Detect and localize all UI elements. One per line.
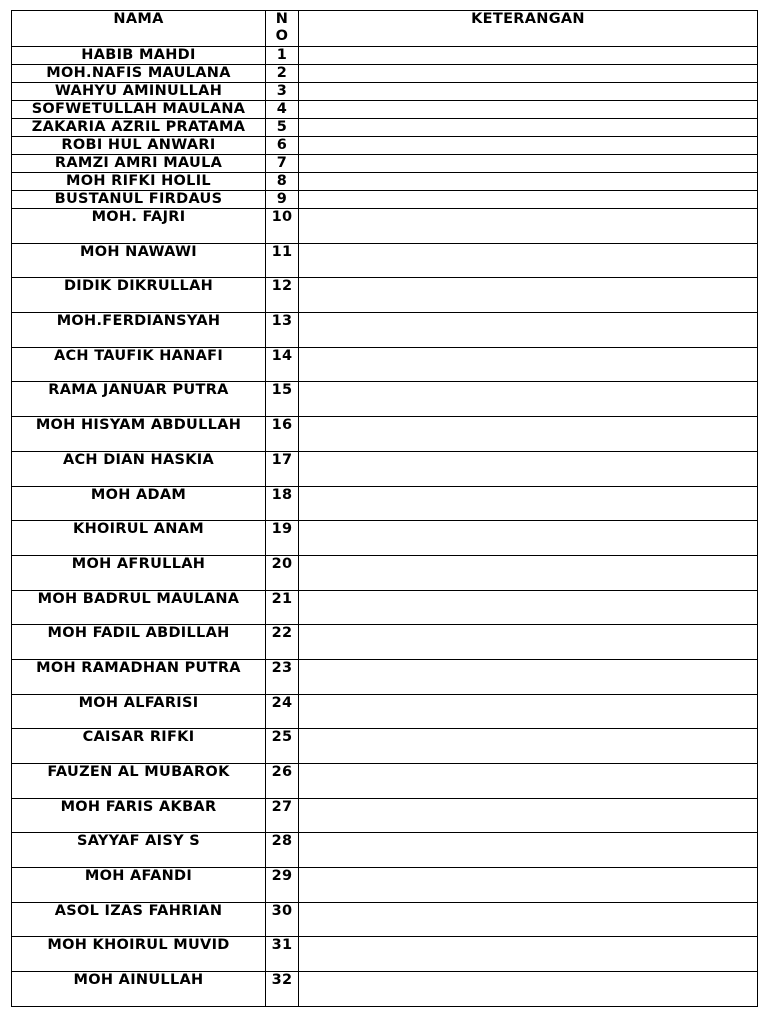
table-row — [12, 590, 758, 625]
cell-nama: RAMZI AMRI MAULA — [12, 155, 266, 173]
cell-no: 30 — [266, 902, 299, 937]
table-row — [12, 47, 758, 65]
table-row — [12, 101, 758, 119]
cell-no: 8 — [266, 173, 299, 191]
cell-keterangan — [299, 729, 758, 764]
cell-no: 6 — [266, 137, 299, 155]
cell-keterangan — [299, 694, 758, 729]
cell-no: 4 — [266, 101, 299, 119]
cell-no: 7 — [266, 155, 299, 173]
table-row — [12, 65, 758, 83]
cell-nama: HABIB MAHDI — [12, 47, 266, 65]
cell-keterangan — [299, 417, 758, 452]
cell-keterangan — [299, 625, 758, 660]
cell-keterangan — [299, 382, 758, 417]
table-row — [12, 833, 758, 868]
cell-no: 17 — [266, 451, 299, 486]
cell-no: 15 — [266, 382, 299, 417]
cell-no: 19 — [266, 521, 299, 556]
cell-keterangan — [299, 173, 758, 191]
cell-nama: ACH TAUFIK HANAFI — [12, 347, 266, 382]
cell-nama: DIDIK DIKRULLAH — [12, 278, 266, 313]
cell-nama: ZAKARIA AZRIL PRATAMA — [12, 119, 266, 137]
cell-no: 29 — [266, 868, 299, 903]
cell-nama: CAISAR RIFKI — [12, 729, 266, 764]
cell-nama: WAHYU AMINULLAH — [12, 83, 266, 101]
column-header-no — [266, 11, 299, 47]
table-row — [12, 764, 758, 799]
column-header-nama: NAMA — [12, 11, 266, 47]
cell-no: 27 — [266, 798, 299, 833]
cell-no: 24 — [266, 694, 299, 729]
cell-keterangan — [299, 764, 758, 799]
table-row — [12, 173, 758, 191]
cell-keterangan — [299, 868, 758, 903]
cell-keterangan — [299, 902, 758, 937]
cell-no: 13 — [266, 313, 299, 348]
cell-keterangan — [299, 555, 758, 590]
cell-keterangan — [299, 972, 758, 1007]
cell-keterangan — [299, 278, 758, 313]
table-row — [12, 243, 758, 278]
table-row — [12, 382, 758, 417]
table-row — [12, 155, 758, 173]
table-row — [12, 313, 758, 348]
cell-nama: BUSTANUL FIRDAUS — [12, 191, 266, 209]
cell-no: 26 — [266, 764, 299, 799]
cell-keterangan — [299, 209, 758, 244]
cell-nama: KHOIRUL ANAM — [12, 521, 266, 556]
cell-nama: MOH.FERDIANSYAH — [12, 313, 266, 348]
column-header-no-line2: O — [275, 28, 289, 44]
table-row — [12, 486, 758, 521]
cell-keterangan — [299, 65, 758, 83]
cell-nama: ACH DIAN HASKIA — [12, 451, 266, 486]
cell-no: 23 — [266, 659, 299, 694]
table-row — [12, 451, 758, 486]
cell-no: 2 — [266, 65, 299, 83]
cell-nama: MOH AFRULLAH — [12, 555, 266, 590]
cell-nama: MOH RAMADHAN PUTRA — [12, 659, 266, 694]
table-body — [12, 47, 758, 1007]
cell-nama: SAYYAF AISY S — [12, 833, 266, 868]
cell-keterangan — [299, 137, 758, 155]
table-row — [12, 729, 758, 764]
cell-keterangan — [299, 659, 758, 694]
cell-nama: FAUZEN AL MUBAROK — [12, 764, 266, 799]
table-row — [12, 83, 758, 101]
cell-no: 25 — [266, 729, 299, 764]
table-row — [12, 119, 758, 137]
cell-keterangan — [299, 486, 758, 521]
cell-keterangan — [299, 83, 758, 101]
cell-nama: MOH RIFKI HOLIL — [12, 173, 266, 191]
cell-keterangan — [299, 313, 758, 348]
cell-no: 9 — [266, 191, 299, 209]
cell-no: 31 — [266, 937, 299, 972]
cell-keterangan — [299, 119, 758, 137]
cell-nama: MOH AFANDI — [12, 868, 266, 903]
cell-no: 21 — [266, 590, 299, 625]
cell-keterangan — [299, 451, 758, 486]
cell-keterangan — [299, 101, 758, 119]
table-row — [12, 209, 758, 244]
cell-nama: MOH FARIS AKBAR — [12, 798, 266, 833]
cell-nama: MOH ALFARISI — [12, 694, 266, 729]
table-header-row — [12, 11, 758, 47]
attendance-table — [11, 10, 758, 1007]
cell-keterangan — [299, 590, 758, 625]
cell-no: 32 — [266, 972, 299, 1007]
table-row — [12, 902, 758, 937]
cell-keterangan — [299, 243, 758, 278]
cell-keterangan — [299, 521, 758, 556]
table-row — [12, 555, 758, 590]
cell-no: 14 — [266, 347, 299, 382]
cell-keterangan — [299, 155, 758, 173]
table-row — [12, 659, 758, 694]
table-row — [12, 868, 758, 903]
cell-keterangan — [299, 191, 758, 209]
cell-keterangan — [299, 47, 758, 65]
cell-nama: MOH HISYAM ABDULLAH — [12, 417, 266, 452]
table-row — [12, 137, 758, 155]
cell-nama: MOH.NAFIS MAULANA — [12, 65, 266, 83]
table-row — [12, 625, 758, 660]
table-row — [12, 278, 758, 313]
table-row — [12, 798, 758, 833]
table-row — [12, 191, 758, 209]
cell-no: 3 — [266, 83, 299, 101]
cell-no: 11 — [266, 243, 299, 278]
cell-no: 5 — [266, 119, 299, 137]
cell-nama: RAMA JANUAR PUTRA — [12, 382, 266, 417]
cell-nama: ASOL IZAS FAHRIAN — [12, 902, 266, 937]
cell-nama: MOH. FAJRI — [12, 209, 266, 244]
table-row — [12, 417, 758, 452]
column-header-no-line1: N — [275, 11, 289, 27]
cell-nama: MOH KHOIRUL MUVID — [12, 937, 266, 972]
cell-keterangan — [299, 833, 758, 868]
cell-nama: MOH ADAM — [12, 486, 266, 521]
table-row — [12, 521, 758, 556]
table-row — [12, 694, 758, 729]
cell-nama: SOFWETULLAH MAULANA — [12, 101, 266, 119]
cell-nama: MOH BADRUL MAULANA — [12, 590, 266, 625]
cell-nama: MOH FADIL ABDILLAH — [12, 625, 266, 660]
cell-no: 18 — [266, 486, 299, 521]
cell-keterangan — [299, 937, 758, 972]
cell-nama: ROBI HUL ANWARI — [12, 137, 266, 155]
table-row — [12, 972, 758, 1007]
cell-no: 20 — [266, 555, 299, 590]
cell-no: 12 — [266, 278, 299, 313]
cell-no: 16 — [266, 417, 299, 452]
cell-nama: MOH AINULLAH — [12, 972, 266, 1007]
cell-no: 28 — [266, 833, 299, 868]
table-row — [12, 937, 758, 972]
cell-keterangan — [299, 798, 758, 833]
cell-no: 22 — [266, 625, 299, 660]
column-header-keterangan: KETERANGAN — [299, 11, 758, 47]
table-row — [12, 347, 758, 382]
cell-nama: MOH NAWAWI — [12, 243, 266, 278]
cell-no: 1 — [266, 47, 299, 65]
cell-no: 10 — [266, 209, 299, 244]
cell-keterangan — [299, 347, 758, 382]
